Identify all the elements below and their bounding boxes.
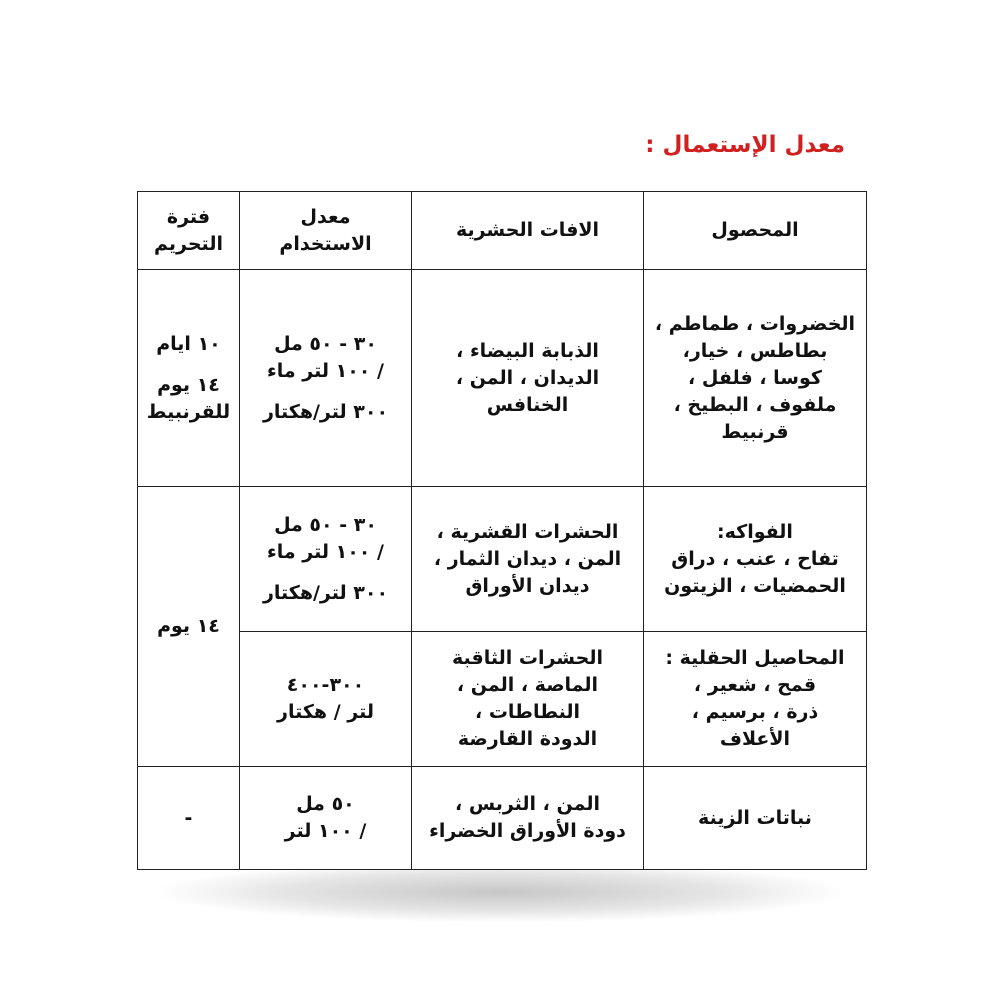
spacer (246, 566, 405, 580)
cell-line: النطاطات ، (474, 701, 580, 723)
cell-line: الماصة ، المن ، (456, 674, 599, 696)
rate-cell (240, 270, 412, 487)
table-row (138, 487, 867, 632)
crop-cell (644, 270, 867, 487)
phi-cell: - (138, 767, 240, 870)
cell-line: دودة الأوراق الخضراء (429, 820, 626, 842)
cell-line: ٣٠٠-٤٠٠ (286, 674, 365, 696)
cell-line: الدودة القارضة (457, 728, 598, 750)
rate-cell (240, 767, 412, 870)
cell-line: قمح ، شعير ، (693, 674, 817, 696)
cell-line: ٣٠٠ لتر/هكتار (262, 400, 389, 423)
rate-cell (240, 632, 412, 767)
cell-line: ذرة ، برسيم ، (691, 701, 819, 723)
pests-cell (412, 767, 644, 870)
cell-line: بطاطس ، خيار، (682, 339, 828, 362)
cell-line: / ١٠٠ لتر (284, 820, 367, 842)
cell-line: الحشرات القشرية ، (436, 520, 619, 543)
phi-cell: ١٤ يوم (138, 487, 240, 767)
pests-cell (412, 632, 644, 767)
table-row (138, 270, 867, 487)
cell-line: ١٠ ايام (156, 332, 221, 355)
crop-cell: نباتات الزينة (644, 767, 867, 870)
header-phi-line: التحريم (154, 232, 223, 255)
cell-line: ٣٠٠ لتر/هكتار (262, 581, 389, 604)
header-phi (138, 192, 240, 270)
cell-line: الخضروات ، طماطم ، (654, 312, 856, 335)
cell-line: المن ، الثربس ، (455, 793, 600, 815)
crop-cell (644, 632, 867, 767)
cell-line: للقرنبيط (146, 400, 231, 423)
cell-line: ١٤ يوم (157, 373, 220, 396)
header-crop: المحصول (644, 192, 867, 270)
spacer (246, 385, 405, 399)
cell-line: المن ، ديدان الثمار ، (433, 547, 622, 570)
cell-line: المحاصيل الحقلية : (665, 647, 845, 669)
cell-line: الحمضيات ، الزيتون (664, 574, 846, 597)
header-rate-line: معدل (300, 205, 351, 228)
cell-line: الفواكه: (717, 520, 793, 543)
cell-line: الذبابة البيضاء ، (456, 339, 599, 362)
header-rate-line: الاستخدام (279, 232, 372, 255)
cell-line: ديدان الأوراق (465, 574, 590, 597)
rate-cell (240, 487, 412, 632)
cell-line: الديدان ، المن ، (455, 366, 600, 389)
table-shadow (160, 862, 840, 922)
cell-line: / ١٠٠ لتر ماء (267, 359, 384, 382)
cell-line: قرنبيط (721, 420, 789, 443)
cell-line: ٥٠ مل (296, 793, 355, 815)
cell-line: الأعلاف (719, 728, 791, 750)
cell-line: ٣٠ - ٥٠ مل (274, 513, 377, 536)
table-header-row (138, 192, 867, 270)
cell-line: تفاح ، عنب ، دراق (671, 547, 839, 570)
cell-line: / ١٠٠ لتر ماء (267, 540, 384, 563)
usage-rate-table (137, 191, 867, 870)
table-row (138, 632, 867, 767)
section-title: معدل الإستعمال : (645, 132, 845, 158)
pests-cell (412, 270, 644, 487)
cell-line: كوسا ، فلفل ، (688, 366, 822, 389)
pests-cell (412, 487, 644, 632)
header-pests: الافات الحشرية (412, 192, 644, 270)
cell-line: الخنافس (486, 393, 569, 416)
cell-line: الحشرات الثاقبة (452, 647, 603, 669)
cell-line: ملفوف ، البطيخ ، (673, 393, 837, 416)
table-row (138, 767, 867, 870)
crop-cell (644, 487, 867, 632)
header-rate (240, 192, 412, 270)
spacer (144, 358, 233, 372)
header-phi-line: فترة (166, 205, 211, 228)
cell-line: لتر / هكتار (277, 701, 374, 723)
phi-cell (138, 270, 240, 487)
cell-line: ٣٠ - ٥٠ مل (274, 332, 377, 355)
